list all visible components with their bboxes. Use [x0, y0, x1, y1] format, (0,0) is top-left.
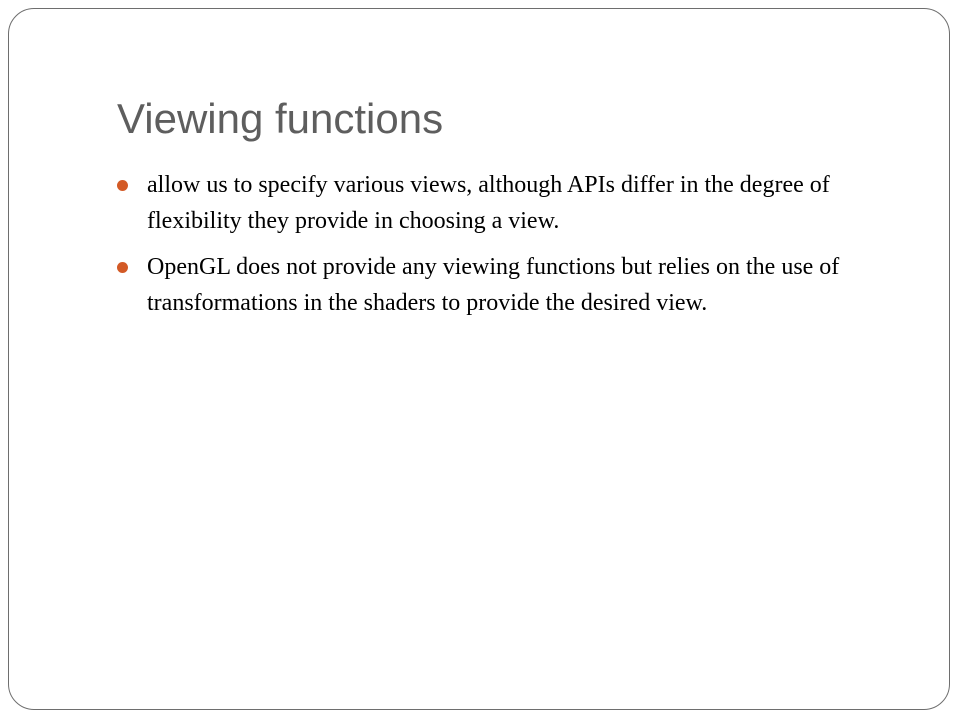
bullet-item — [117, 167, 877, 239]
bullet-item — [117, 249, 877, 321]
bullet-text: OpenGL does not provide any viewing functions but relies on the use of transformations in the shaders to provide the desired view. — [147, 254, 840, 316]
bullet-list — [117, 167, 877, 331]
bullet-dot-icon — [117, 180, 128, 191]
bullet-text: allow us to specify various views, although APIs differ in the degree of flexibility they provide in choosing a view. — [147, 172, 830, 234]
slide-title: Viewing functions — [117, 95, 444, 142]
bullet-dot-icon — [117, 262, 128, 273]
slide-frame — [8, 8, 950, 710]
